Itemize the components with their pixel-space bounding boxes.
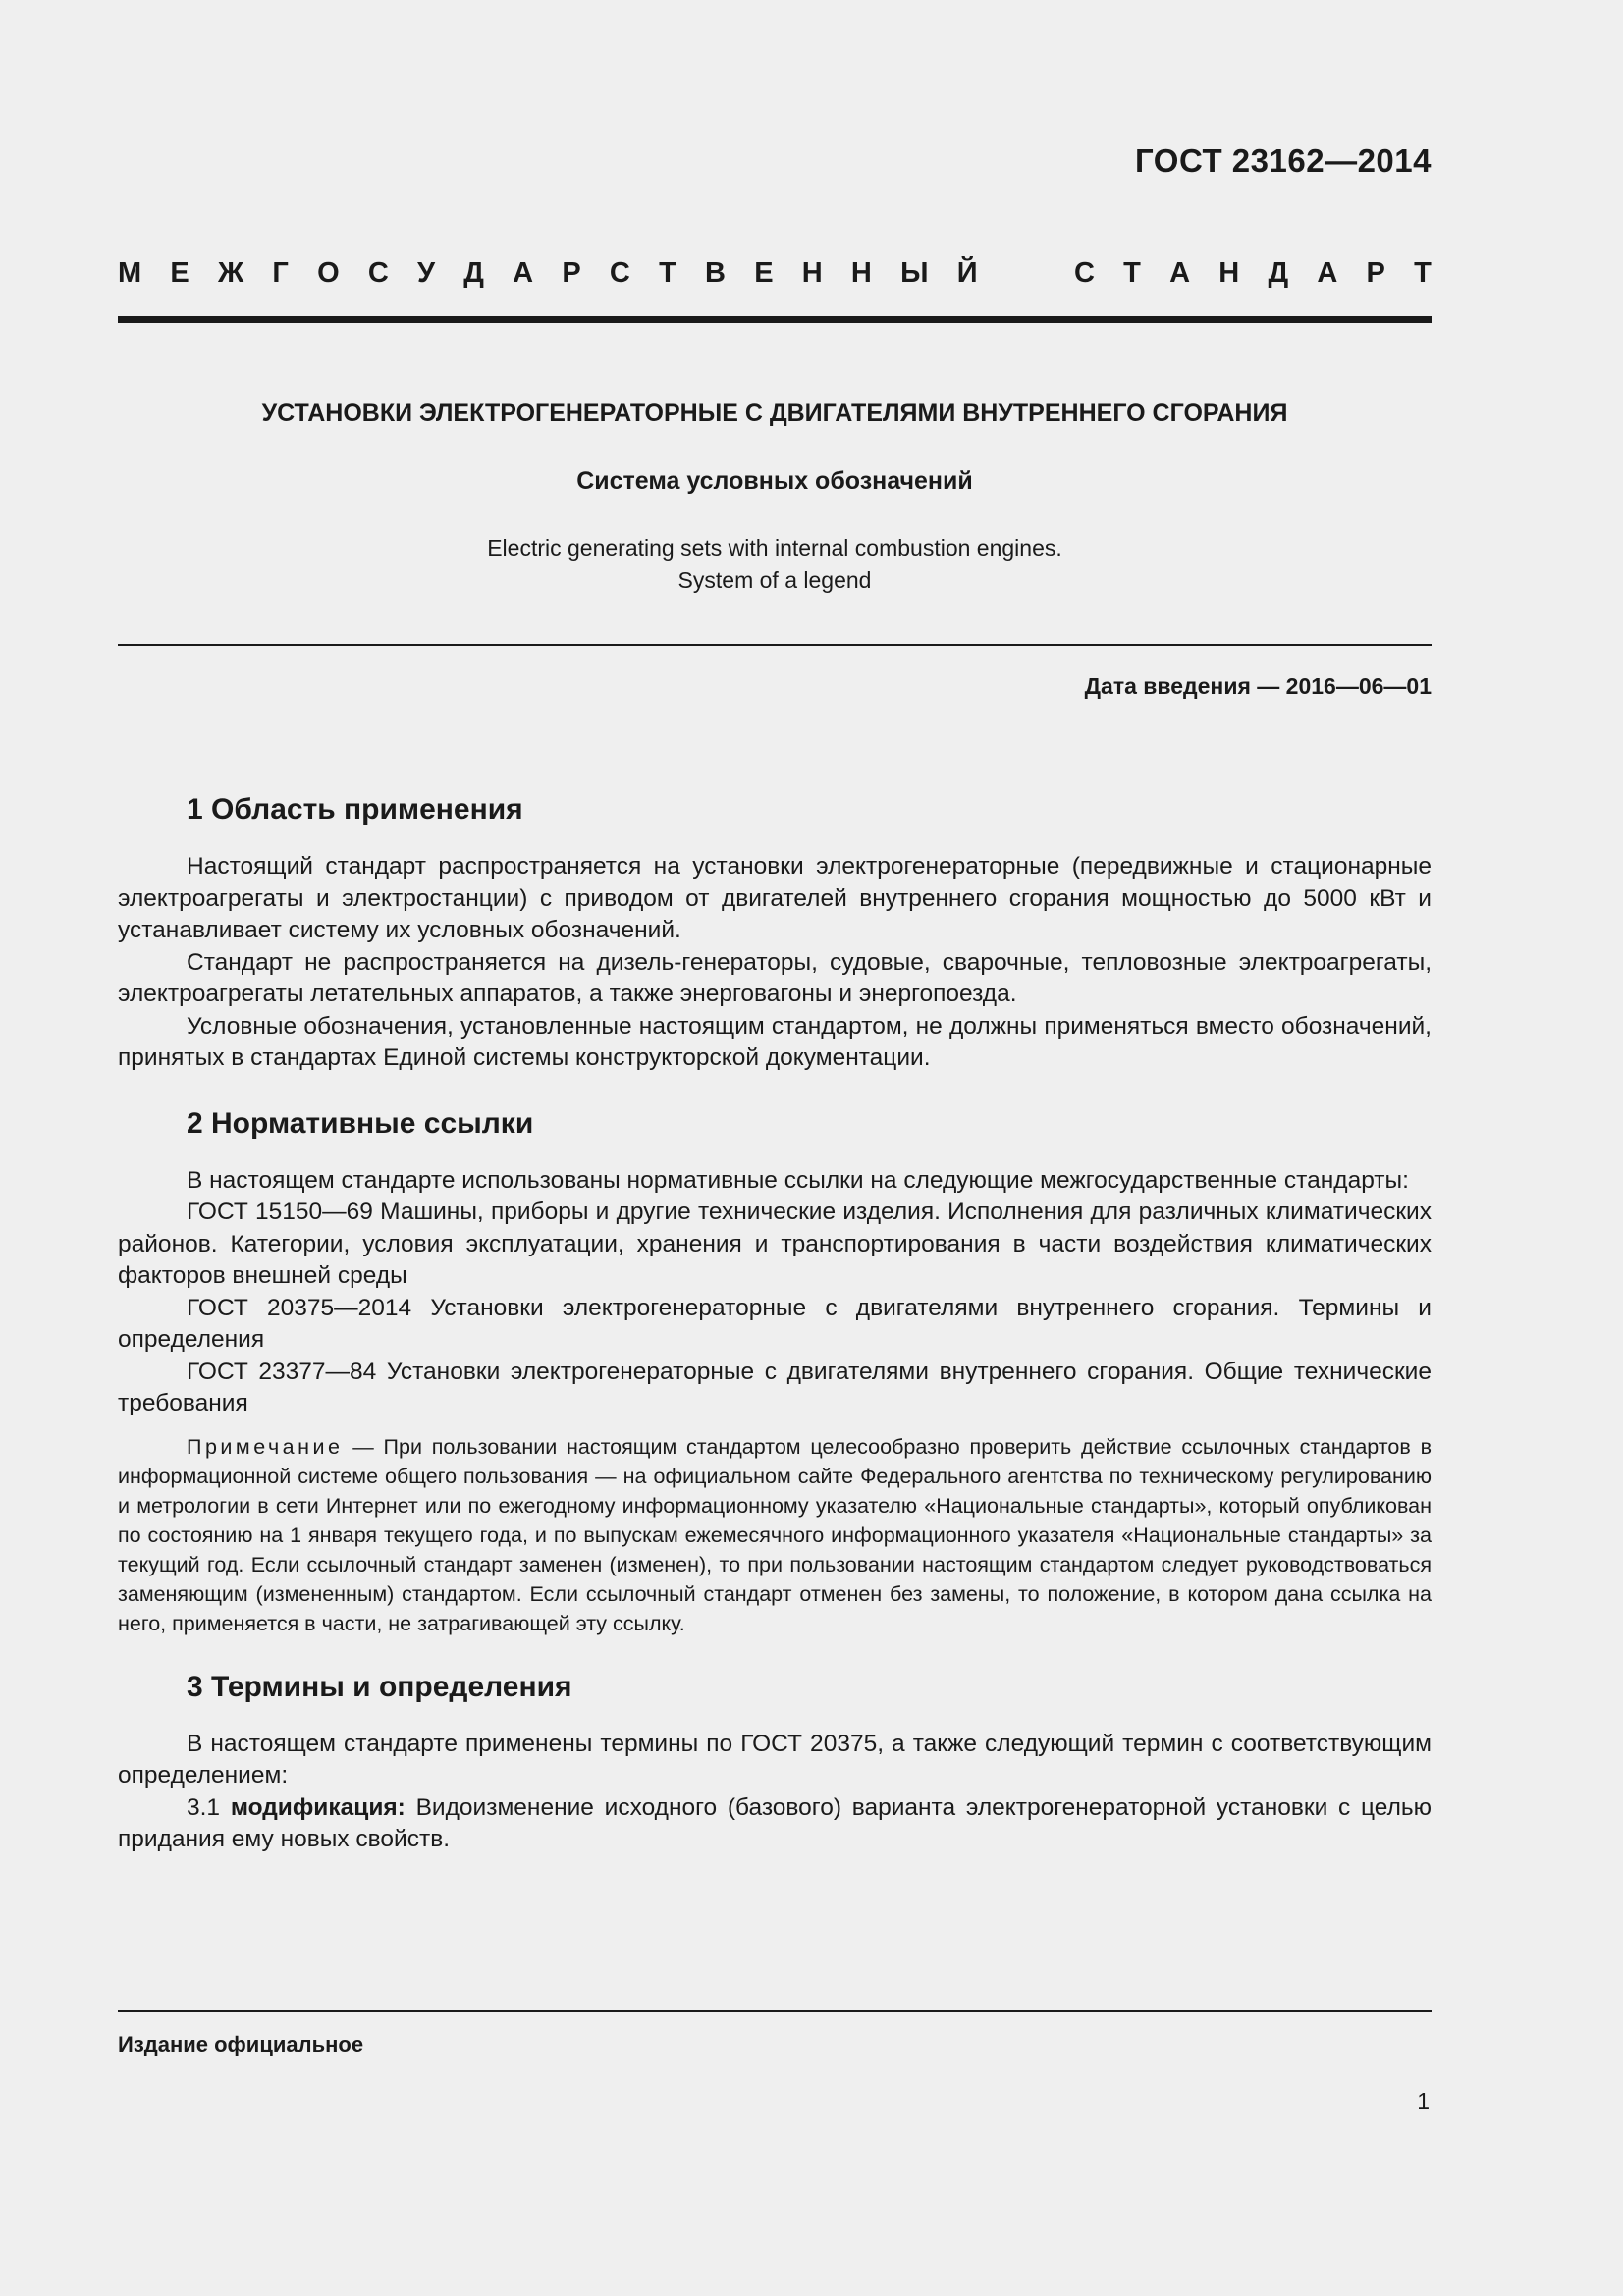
title-english	[118, 532, 1432, 597]
banner-letter: Н	[801, 257, 823, 289]
interstate-standard-banner	[118, 257, 1432, 290]
term-definition	[118, 1792, 1432, 1856]
banner-letter: Ж	[217, 257, 244, 289]
banner-letter: Р	[1366, 257, 1385, 289]
banner-letter: С	[1074, 257, 1095, 289]
reference-item: ГОСТ 20375—2014 Установки электрогенераторные с двигателями внутреннего сгорания. Термины и определения	[118, 1294, 1432, 1353]
title-english-line2: System of a legend	[677, 567, 872, 593]
section-heading-normative-references: 2 Нормативные ссылки	[187, 1106, 534, 1140]
title-russian: УСТАНОВКИ ЭЛЕКТРОГЕНЕРАТОРНЫЕ С ДВИГАТЕЛЯМИ ВНУТРЕННЕГО СГОРАНИЯ	[261, 400, 1288, 427]
note	[118, 1432, 1432, 1638]
header-thick-rule	[118, 316, 1432, 323]
official-edition-label: Издание официальное	[118, 2032, 364, 2056]
paragraph: Условные обозначения, установленные настоящим стандартом, не должны применяться вместо обозначений, принятых в стандартах Единой системы конструкторской документации.	[118, 1012, 1432, 1071]
banner-letter: Д	[1268, 257, 1289, 289]
banner-letter: Й	[956, 257, 978, 289]
banner-letter: Д	[463, 257, 484, 289]
banner-word-gap	[1006, 257, 1046, 290]
paragraph: Настоящий стандарт распространяется на установки электрогенераторные (передвижные и стационарные электроагрегаты и электростанции) с приводом от двигателей внутреннего сгорания мощностью до 5000 кВт и устанавливает систему их условных обозначений.	[118, 853, 1432, 943]
section-heading-terms: 3 Термины и определения	[187, 1670, 572, 1703]
paragraph: В настоящем стандарте применены термины по ГОСТ 20375, а также следующий термин с соответствующим определением:	[118, 1730, 1432, 1789]
document-number: ГОСТ 23162—2014	[1135, 142, 1432, 179]
banner-letter: М	[118, 257, 142, 289]
banner-letter: Н	[1218, 257, 1240, 289]
title-separator-rule	[118, 644, 1432, 646]
note-text: — При пользовании настоящим стандартом целесообразно проверить действие ссылочных стандартов в информационной системе общего пользования — на официальном сайте Федерального агентства по техническому регулированию и метрологии в сети Интернет или по ежегодному информационному указателю «Национальные стандарты», который опубликован по состоянию на 1 января текущего года, и по выпускам ежемесячного информационного указателя «Национальные стандарты» за текущий год. Если ссылочный стандарт заменен (изменен), то при пользовании настоящим стандартом следует руководствоваться заменяющим (измененным) стандартом. Если ссылочный стандарт отменен без замены, то положение, в котором дана ссылка на него, применяется в части, не затрагивающей эту ссылку.	[118, 1434, 1432, 1635]
subtitle-russian: Система условных обозначений	[576, 467, 973, 495]
banner-letter: Р	[562, 257, 581, 289]
banner-letter: А	[513, 257, 534, 289]
term-definition-text: Видоизменение исходного (базового) варианта электрогенераторной установки с целью придания ему новых свойств.	[118, 1793, 1433, 1852]
banner-letter: Т	[1414, 257, 1432, 289]
section-heading-scope: 1 Область применения	[187, 793, 523, 826]
footer-rule	[118, 2010, 1432, 2012]
paragraph: В настоящем стандарте использованы нормативные ссылки на следующие межгосударственные стандарты:	[187, 1166, 1409, 1194]
banner-letter: С	[367, 257, 389, 289]
banner-letter: А	[1317, 257, 1338, 289]
term: модификация:	[230, 1793, 406, 1821]
banner-letter: Е	[754, 257, 774, 289]
banner-letter: Т	[1123, 257, 1141, 289]
term-number: 3.1	[187, 1793, 231, 1821]
banner-letter: С	[609, 257, 630, 289]
note-label: Примечание	[187, 1434, 344, 1459]
banner-letter: Е	[170, 257, 189, 289]
reference-item: ГОСТ 15150—69 Машины, приборы и другие технические изделия. Исполнения для различных климатических районов. Категории, условия эксплуатации, хранения и транспортирования в части воздействия климатических факторов внешней среды	[118, 1199, 1432, 1289]
reference-item: ГОСТ 23377—84 Установки электрогенераторные с двигателями внутреннего сгорания. Общие технические требования	[118, 1358, 1432, 1416]
page-number: 1	[1417, 2088, 1430, 2113]
title-english-line1: Electric generating sets with internal combustion engines.	[487, 535, 1062, 561]
banner-letter: У	[417, 257, 436, 289]
paragraph: Стандарт не распространяется на дизель-генераторы, судовые, сварочные, тепловозные электроагрегаты, электроагрегаты летательных аппаратов, а также энерговагоны и энергопоезда.	[118, 948, 1432, 1007]
banner-letter: В	[705, 257, 726, 289]
banner-letter: Г	[272, 257, 289, 289]
banner-letter: А	[1169, 257, 1191, 289]
banner-letter: Ы	[900, 257, 929, 289]
banner-letter: Н	[850, 257, 872, 289]
banner-letter: Т	[659, 257, 676, 289]
document-body	[118, 790, 1432, 1856]
introduction-date: Дата введения — 2016—06—01	[1084, 673, 1432, 699]
banner-letter: О	[317, 257, 340, 289]
